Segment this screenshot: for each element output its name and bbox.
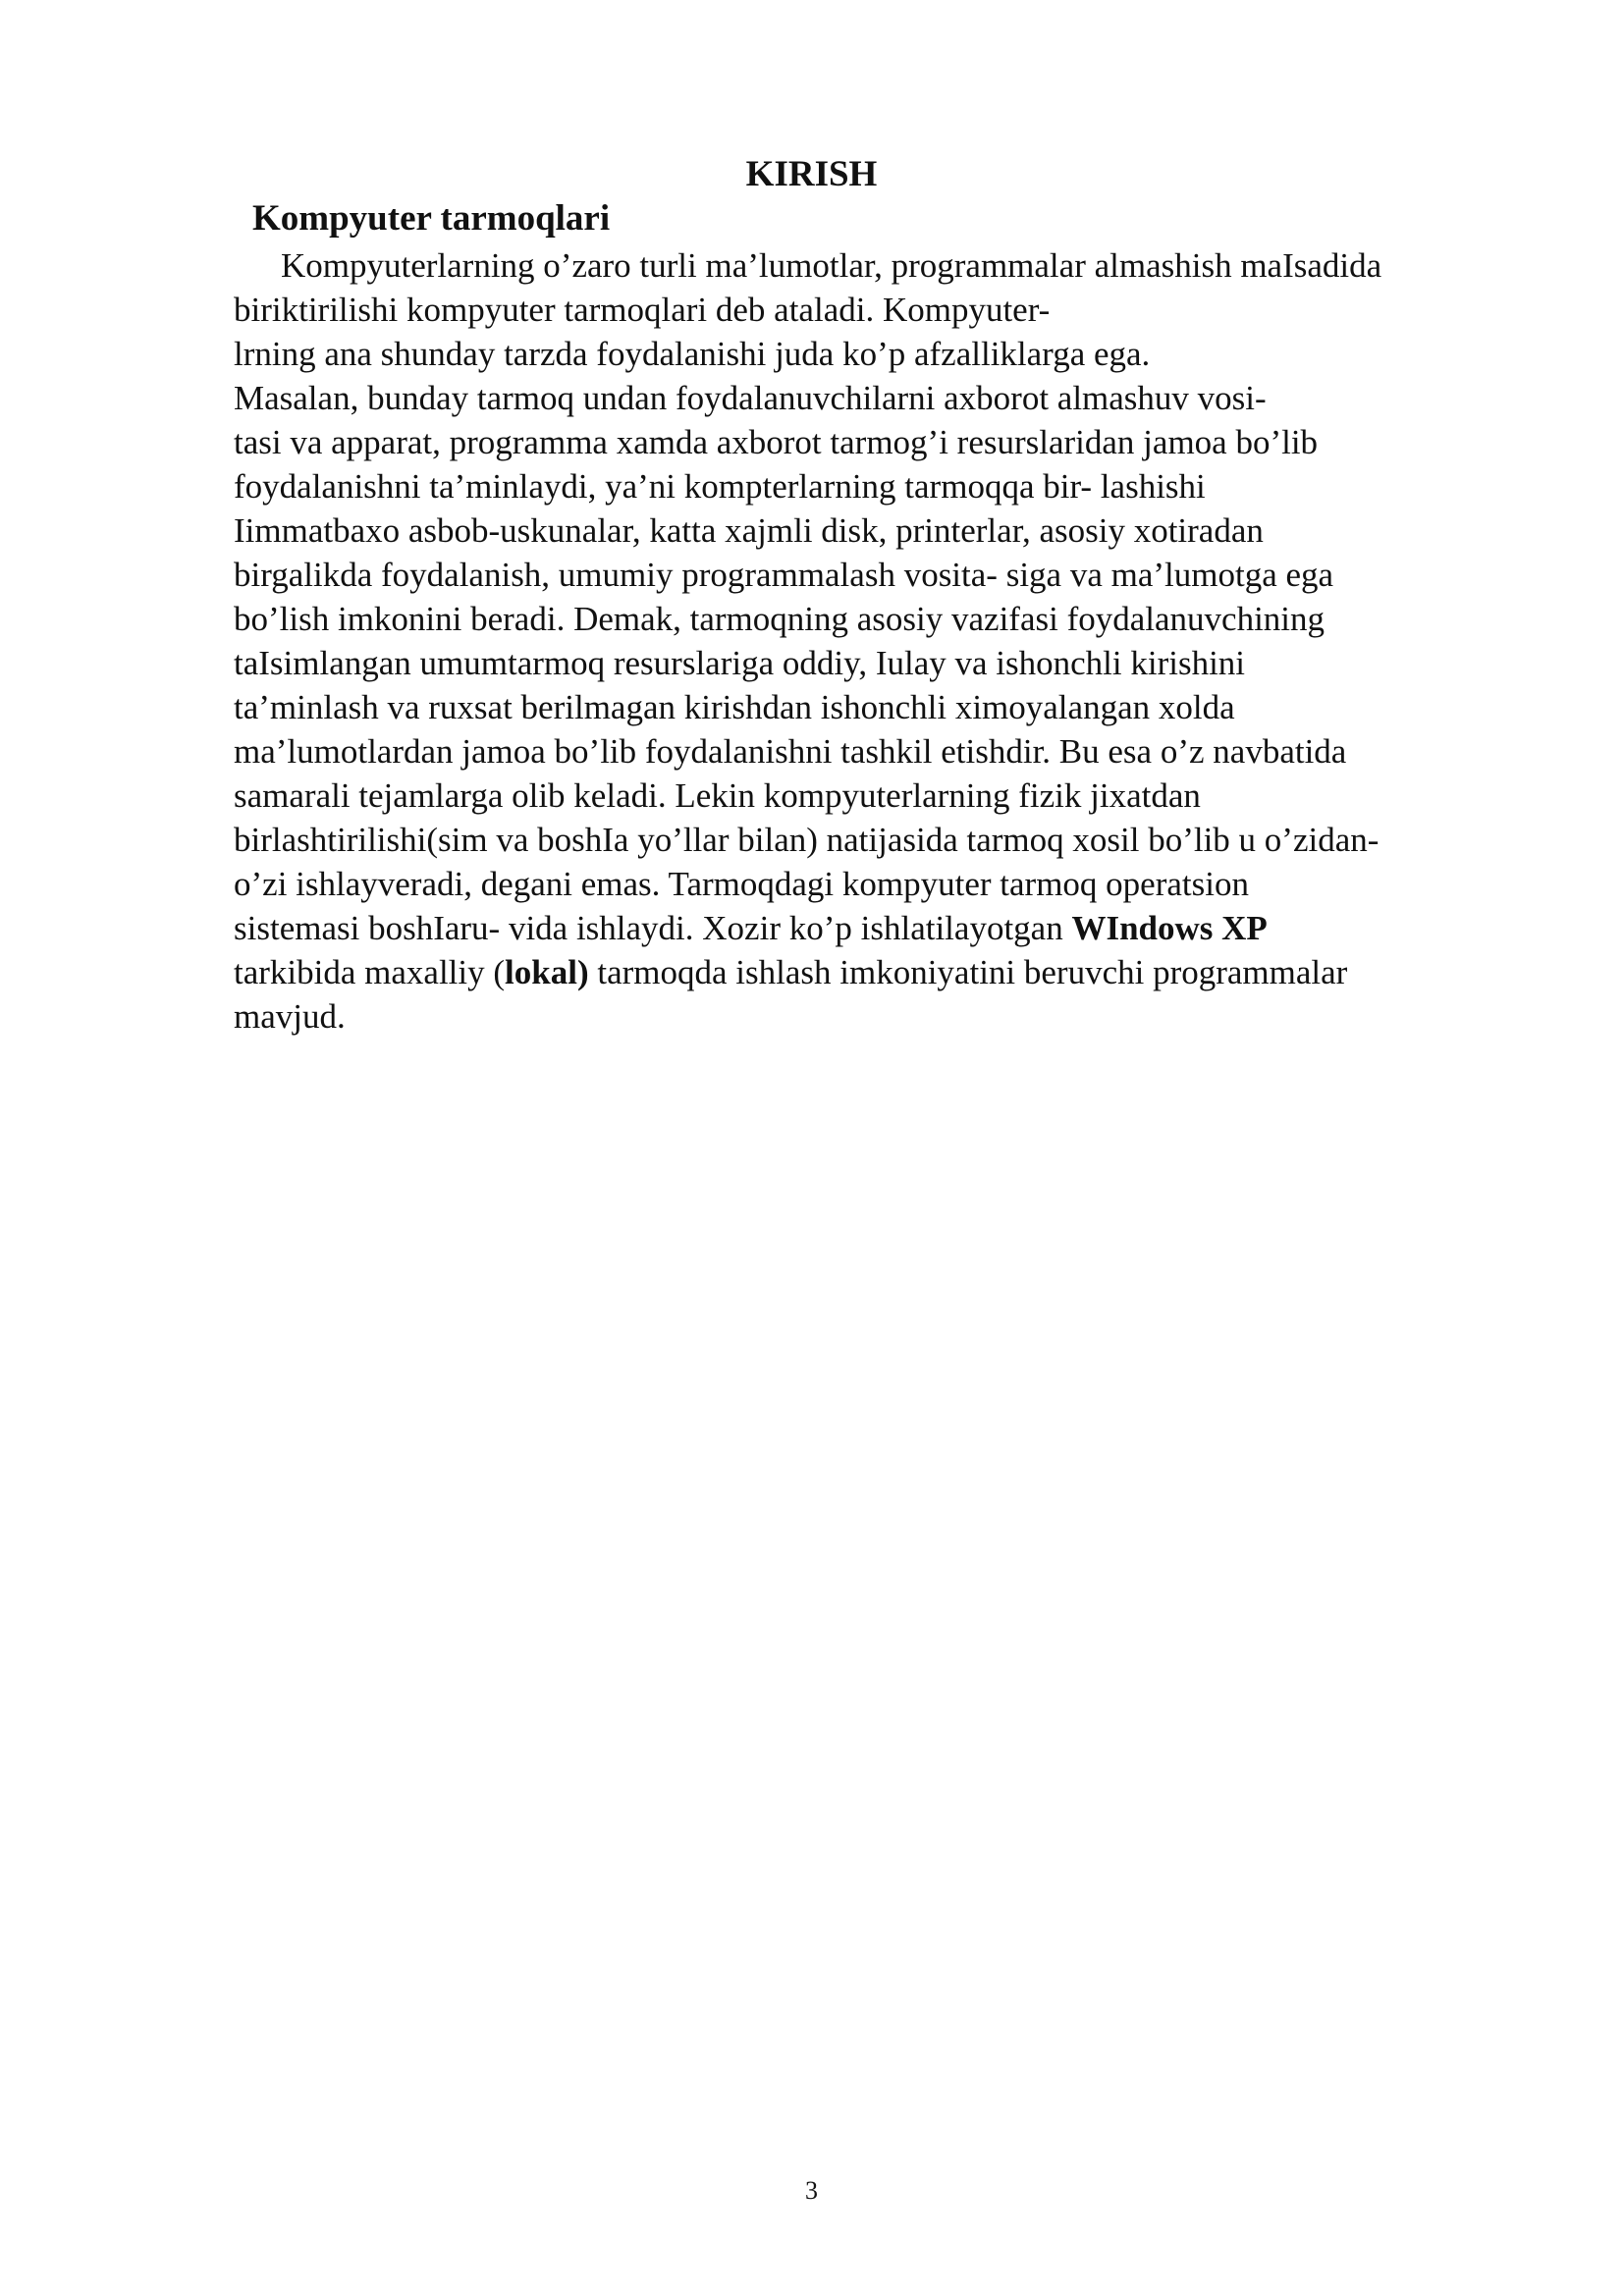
text-segment: sistemasi boshIaru- vida ishlaydi. Xozir ko’p ishlatilayotgan [234,909,1072,947]
paragraph-line [234,597,1549,641]
text-segment: mavjud. [234,997,346,1036]
paragraph-line [234,553,1549,597]
paragraph-line [234,950,1549,994]
text-segment-bold: lokal) [505,953,589,991]
text-segment: Iimmatbaxo asbob-uskunalar, katta xajmli disk, printerlar, asosiy xotiradan [234,511,1264,550]
text-segment: bo’lish imkonini beradi. Demak, tarmoqning asosiy vazifasi foydalanuvchining [234,600,1325,638]
text-segment-bold: WIndows XP [1071,909,1268,947]
text-segment: o’zi ishlayveradi, degani emas. Tarmoqdagi kompyuter tarmoq operatsion [234,865,1249,903]
paragraph-line [234,243,1549,288]
page-number: 3 [805,2176,818,2205]
paragraph-line [234,685,1549,729]
text-segment: biriktirilishi kompyuter tarmoqlari deb ataladi. Kompyuter- [234,291,1051,329]
body-paragraph [234,243,1549,1039]
section-heading: Kompyuter tarmoqlari [252,198,611,239]
paragraph-line [234,818,1549,862]
paragraph-line [234,508,1549,553]
paragraph-line [234,994,1549,1039]
paragraph-line [234,862,1549,906]
paragraph-line [234,464,1549,508]
text-segment: Masalan, bunday tarmoq undan foydalanuvchilarni axborot almashuv vosi- [234,379,1267,417]
paragraph-line [234,420,1549,464]
text-segment: taIsimlangan umumtarmoq resurslariga oddiy, Iulay va ishonchli kirishini [234,644,1246,682]
page-title: KIRISH [745,154,878,194]
text-segment: ma’lumotlardan jamoa bo’lib foydalanishni tashkil etishdir. Bu esa o’z navbatida [234,732,1347,771]
text-segment: ta’minlash va ruxsat berilmagan kirishdan ishonchli ximoyalangan xolda [234,688,1235,726]
text-segment: samarali tejamlarga olib keladi. Lekin kompyuterlarning fizik jixatdan [234,776,1201,815]
text-segment: tarmoqda ishlash imkoniyatini beruvchi programmalar [588,953,1348,991]
text-segment: tarkibida maxalliy ( [234,953,506,991]
text-segment: lrning ana shunday tarzda foydalanishi juda ko’p afzalliklarga ega. [234,335,1151,373]
text-segment: birgalikda foydalanish, umumiy programmalash vosita- siga va ma’lumotga ega [234,556,1334,594]
paragraph-line [234,906,1549,950]
paragraph-line [234,641,1549,685]
paragraph-line [234,376,1549,420]
paragraph-line [234,774,1549,818]
paragraph-line [234,729,1549,774]
text-segment: birlashtirilishi(sim va boshIa yo’llar bilan) natijasida tarmoq xosil bo’lib u o’zidan- [234,821,1380,859]
text-segment: tasi va apparat, programma xamda axborot tarmog’i resurslaridan jamoa bo’lib [234,423,1319,461]
paragraph-line [234,332,1549,376]
text-segment: Kompyuterlarning o’zaro turli ma’lumotlar, programmalar almashish maIsadida [281,246,1382,285]
text-segment: foydalanishni ta’minlaydi, ya’ni kompterlarning tarmoqqa bir- lashishi [234,467,1206,506]
paragraph-line [234,288,1549,332]
